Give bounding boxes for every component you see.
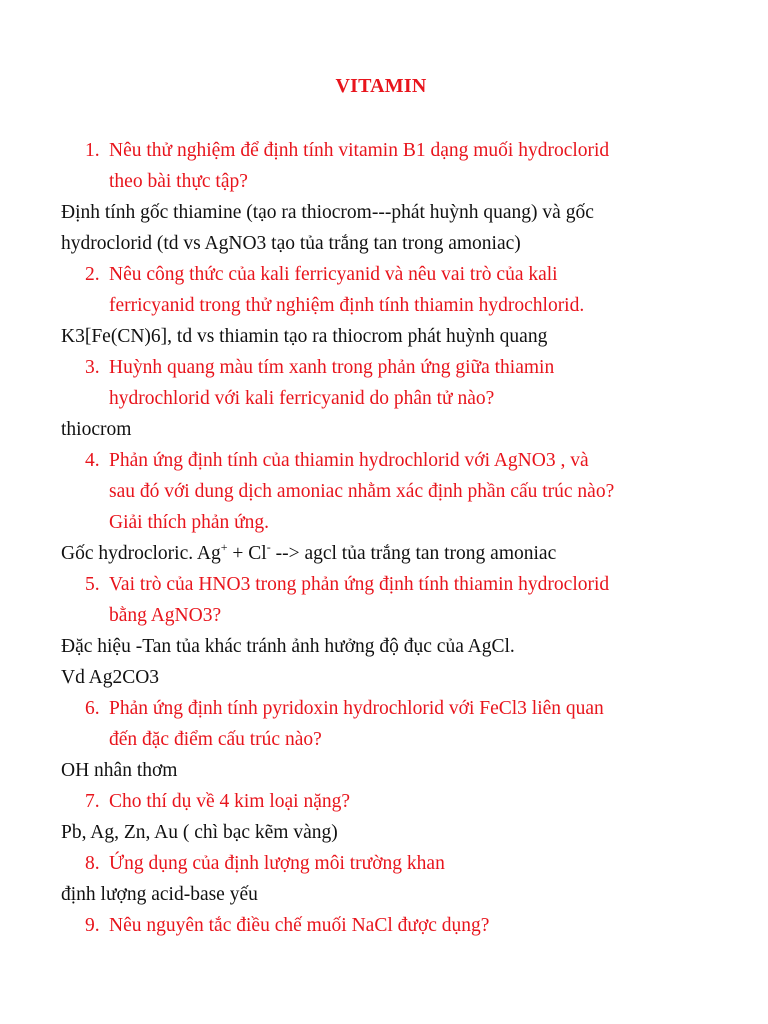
question-line: theo bài thực tập? bbox=[109, 171, 248, 192]
answer-7 bbox=[61, 817, 751, 848]
question-6 bbox=[61, 693, 751, 755]
question-number: 4. bbox=[85, 450, 100, 471]
answer-1 bbox=[61, 197, 751, 259]
answer-line: hydroclorid (td vs AgNO3 tạo tủa trắng tan trong amoniac) bbox=[61, 233, 521, 254]
answer-4 bbox=[61, 538, 751, 569]
answer-line: K3[Fe(CN)6], td vs thiamin tạo ra thiocrom phát huỳnh quang bbox=[61, 326, 548, 347]
superscript-plus: + bbox=[220, 539, 228, 554]
question-line: Phản ứng định tính pyridoxin hydrochlorid với FeCl3 liên quan bbox=[109, 698, 604, 719]
question-line: đến đặc điểm cấu trúc nào? bbox=[109, 729, 322, 750]
question-7 bbox=[61, 786, 751, 817]
answer-2 bbox=[61, 321, 751, 352]
question-3 bbox=[61, 352, 751, 414]
question-line: Huỳnh quang màu tím xanh trong phản ứng giữa thiamin bbox=[109, 357, 555, 378]
answer-line: định lượng acid-base yếu bbox=[61, 884, 258, 905]
question-line: bằng AgNO3? bbox=[109, 605, 222, 626]
answer-line: Đặc hiệu -Tan tủa khác tránh ảnh hưởng độ đục của AgCl. bbox=[61, 636, 515, 657]
qa-list bbox=[61, 135, 751, 941]
question-line: Nêu công thức của kali ferricyanid và nêu vai trò của kali bbox=[109, 264, 558, 285]
question-line: sau đó với dung dịch amoniac nhằm xác định phần cấu trúc nào? bbox=[109, 481, 615, 502]
answer-line: Định tính gốc thiamine (tạo ra thiocrom---phát huỳnh quang) và gốc bbox=[61, 202, 594, 223]
question-number: 2. bbox=[85, 264, 100, 285]
question-number: 1. bbox=[85, 140, 100, 161]
question-line: Nêu nguyên tắc điều chế muối NaCl được dụng? bbox=[109, 915, 490, 936]
answer-line: OH nhân thơm bbox=[61, 760, 178, 781]
question-8 bbox=[61, 848, 751, 879]
question-line: Phản ứng định tính của thiamin hydrochlorid với AgNO3 , và bbox=[109, 450, 589, 471]
question-number: 9. bbox=[85, 915, 100, 936]
answer-5 bbox=[61, 631, 751, 693]
answer-line: thiocrom bbox=[61, 419, 132, 440]
question-line: Giải thích phản ứng. bbox=[109, 512, 270, 533]
question-2 bbox=[61, 259, 751, 321]
question-number: 8. bbox=[85, 853, 100, 874]
answer-8 bbox=[61, 879, 751, 910]
question-5 bbox=[61, 569, 751, 631]
question-number: 6. bbox=[85, 698, 100, 719]
question-line: hydrochlorid với kali ferricyanid do phân tử nào? bbox=[109, 388, 495, 409]
page-title: VITAMIN bbox=[335, 75, 427, 97]
question-line: Vai trò của HNO3 trong phản ứng định tính thiamin hydroclorid bbox=[109, 574, 610, 595]
answer-text: Gốc hydrocloric. Ag bbox=[61, 543, 221, 564]
question-line: Nêu thử nghiệm để định tính vitamin B1 dạng muối hydroclorid bbox=[109, 140, 610, 161]
question-line: Cho thí dụ về 4 kim loại nặng? bbox=[109, 791, 351, 812]
answer-line: Pb, Ag, Zn, Au ( chì bạc kẽm vàng) bbox=[61, 822, 338, 843]
answer-3 bbox=[61, 414, 751, 445]
question-number: 3. bbox=[85, 357, 100, 378]
question-line: ferricyanid trong thử nghiệm định tính thiamin hydrochlorid. bbox=[109, 295, 585, 316]
answer-text: + Cl bbox=[227, 543, 267, 564]
question-line: Ứng dụng của định lượng môi trường khan bbox=[109, 853, 445, 874]
question-1 bbox=[61, 135, 751, 197]
question-number: 5. bbox=[85, 574, 100, 595]
answer-line bbox=[61, 538, 751, 569]
answer-6 bbox=[61, 755, 751, 786]
superscript-minus: - bbox=[266, 539, 271, 554]
answer-text: --> agcl tủa trắng tan trong amoniac bbox=[270, 543, 557, 564]
question-4 bbox=[61, 445, 751, 538]
question-9 bbox=[61, 910, 751, 941]
answer-line: Vd Ag2CO3 bbox=[61, 667, 160, 688]
question-number: 7. bbox=[85, 791, 100, 812]
